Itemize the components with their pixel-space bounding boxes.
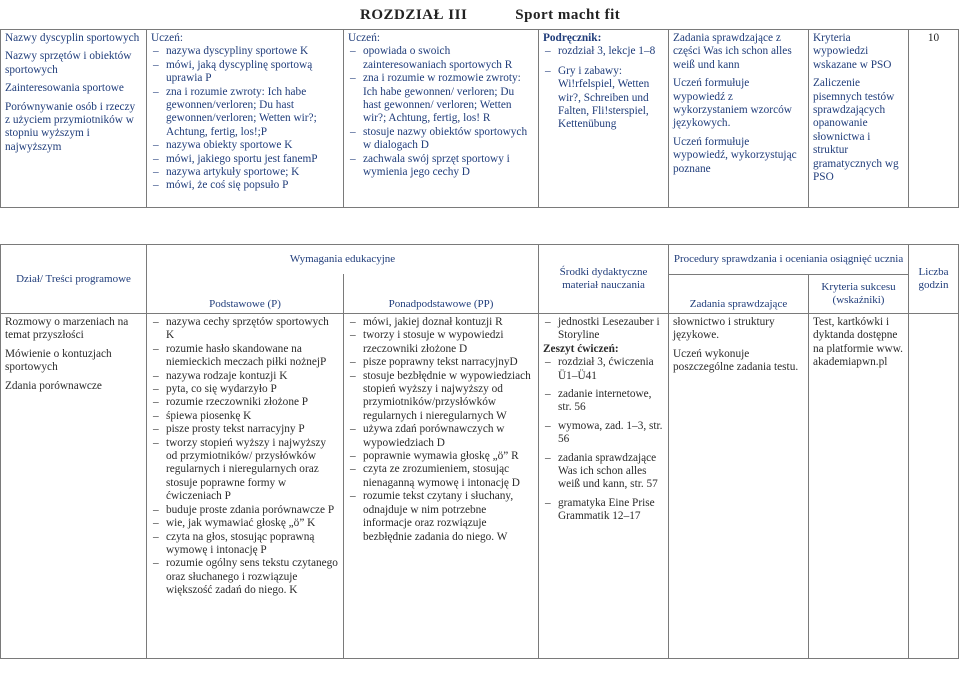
requirement-item: – mówi, jaką dyscyplinę sportową uprawia P — [151, 59, 339, 86]
topic: Rozmowy o marzeniach na temat przyszłości — [5, 316, 129, 342]
top-row — [1, 30, 959, 208]
requirement-item: – mówi, jakiej doznał kontuzji R — [348, 316, 534, 329]
tasks-cell — [669, 30, 809, 208]
requirement-item: – mówi, jakiego sportu jest fanemP — [151, 153, 339, 166]
topic: Nazwy sprzętów i obiektów sportowych — [5, 50, 132, 76]
requirement-item: – wie, jak wymawiać głoskę „ö” K — [151, 517, 339, 530]
material-item: – zadania sprawdzające Was ich schon alles weiß und kann, str. 57 — [543, 452, 664, 492]
requirement-item: – pisze prosty tekst narracyjny P — [151, 423, 339, 436]
header-podstawowe: Podstawowe (P) — [147, 274, 344, 313]
textbook-label: Podręcznik: — [543, 32, 602, 44]
requirement-item: – nazywa artykuły sportowe; K — [151, 166, 339, 179]
requirement-item: – rozumie ogólny sens tekstu czytanego oraz słuchanego i rozwiązuje większość zadań do niego. K — [151, 557, 339, 597]
material-item: – rozdział 3, lekcje 1–8 — [543, 45, 664, 58]
requirement-item: – pyta, co się wydarzyło P — [151, 383, 339, 396]
header-ponadpodstawowe: Ponadpodstawowe (PP) — [344, 274, 539, 313]
requirement-item: – śpiewa piosenkę K — [151, 410, 339, 423]
basic-requirements-cell — [147, 30, 344, 208]
material-item: – zadanie internetowe, str. 56 — [543, 388, 664, 415]
header-dzial: Dział/ Treści programowe — [1, 245, 147, 314]
requirement-item: – rozumie tekst czytany i słuchany, odnajduje w nim potrzebne informacje oraz rozwiązuje bezbłędnie zadania do niego. W — [348, 490, 534, 544]
requirement-item: – nazywa dyscypliny sportowe K — [151, 45, 339, 58]
tasks-cell — [669, 314, 809, 659]
criteria-cell — [809, 314, 909, 659]
requirement-item: – czyta na głos, stosując poprawną wymowę i intonację P — [151, 531, 339, 558]
topic: Zdania porównawcze — [5, 379, 102, 392]
extended-requirements-cell — [344, 30, 539, 208]
requirement-item: – nazywa cechy sprzętów sportowych K — [151, 316, 339, 343]
topic: Nazwy dyscyplin sportowych — [5, 32, 140, 44]
criteria-text: Kryteria wypowiedzi wskazane w PSO — [813, 32, 892, 71]
criteria-cell — [809, 30, 909, 208]
header-kryteria: Kryteria sukcesu (wskaźniki) — [809, 274, 909, 313]
materials-cell — [539, 30, 669, 208]
top-table — [0, 29, 959, 208]
header-zadania: Zadania sprawdzające — [669, 274, 809, 313]
material-item: – Gry i zabawy: Wi!rfelspiel, Wetten wir?, Schreiben und Falten, Fli!sterspiel, Kettenübung — [543, 65, 664, 132]
student-label: Uczeń: — [151, 32, 183, 44]
requirement-item: – opowiada o swoich zainteresowaniach sportowych R — [348, 45, 534, 72]
chapter-label: ROZDZIAŁ III — [360, 7, 468, 23]
requirement-item: – nazywa rodzaje kontuzji K — [151, 370, 339, 383]
material-item: – jednostki Lesezauber i Storyline — [543, 316, 664, 343]
basic-requirements-cell — [147, 314, 344, 659]
requirement-item: – buduje proste zdania porównawcze P — [151, 504, 339, 517]
requirement-item: – stosuje nazwy obiektów sportowych w dialogach D — [348, 126, 534, 153]
criteria-text: Test, kartkówki i dyktanda dostępne na platformie www. akademiapwn.pl — [813, 316, 903, 369]
requirement-item: – rozumie hasło skandowane na niemieckich meczach piłki nożnejP — [151, 343, 339, 370]
requirement-item: – rozumie rzeczowniki złożone P — [151, 396, 339, 409]
requirement-item: – czyta ze zrozumieniem, stosując nienaganną wymowę i intonację D — [348, 463, 534, 490]
requirement-item: – tworzy i stosuje w wypowiedzi rzeczowniki złożone D — [348, 329, 534, 356]
topic: Mówienie o kontuzjach sportowych — [5, 347, 112, 374]
chapter-title: Sport macht fit — [515, 7, 621, 23]
topic: Zainteresowania sportowe — [5, 82, 124, 95]
requirement-item: – stosuje bezbłędnie w wypowiedziach stopień wyższy i najwyższy od przymiotników/przysłówków regularnych i nieregularnych W — [348, 370, 534, 424]
requirement-item: – nazywa obiekty sportowe K — [151, 139, 339, 152]
criteria-text: Zaliczenie pisemnych testów sprawdzających opanowanie słownictwa i struktur gramatycznych wg PSO — [813, 77, 899, 184]
hours-cell — [909, 314, 959, 659]
requirement-item: – pisze poprawny tekst narracyjnyD — [348, 356, 534, 369]
bottom-table — [0, 244, 959, 659]
header-srodki: Środki dydaktyczne materiał nauczania — [539, 245, 669, 314]
topics-cell — [1, 314, 147, 659]
header-procedury: Procedury sprawdzania i oceniania osiągnięć ucznia — [669, 245, 909, 275]
topics-cell — [1, 30, 147, 208]
header-wymagania: Wymagania edukacyjne — [147, 245, 539, 275]
material-item: – wymowa, zad. 1–3, str. 56 — [543, 420, 664, 447]
material-item: – rozdział 3, ćwiczenia Ü1–Ü41 — [543, 356, 664, 383]
page-title — [360, 7, 620, 24]
requirement-item: – zna i rozumie w rozmowie zwroty: Ich habe gewonnen/ verloren; Du hast gewonnen/ verloren; Wetten wir?; Achtung, fertig, los! R — [348, 72, 534, 126]
task-text: słownictwo i struktury językowe. — [673, 316, 775, 342]
material-item: – gramatyka Eine Prise Grammatik 12–17 — [543, 497, 664, 524]
task-text: Uczeń formułuje wypowiedź z wykorzystaniem wzorców językowych. — [673, 77, 792, 130]
requirement-item: – poprawnie wymawia głoskę „ö” R — [348, 450, 534, 463]
extended-requirements-cell — [344, 314, 539, 659]
requirement-item: – zachwala swój sprzęt sportowy i wymienia jego cechy D — [348, 153, 534, 180]
student-label: Uczeń: — [348, 32, 380, 44]
task-text: Uczeń formułuje wypowiedź, wykorzystując poznane — [673, 135, 797, 175]
header-liczba: Liczba godzin — [909, 245, 959, 314]
requirement-item: – zna i rozumie zwroty: Ich habe gewonnen/verloren; Du hast gewonnen/verloren; Wetten wir?; Achtung, fertig, los!;P — [151, 86, 339, 140]
task-text: Zadania sprawdzające z części Was ich schon alles weiß und kann — [673, 32, 792, 71]
workbook-label: Zeszyt ćwiczeń: — [543, 342, 619, 355]
topic: Porównywanie osób i rzeczy z użyciem przymiotników w stopniu wyższym i najwyższym — [5, 100, 136, 153]
header-row — [1, 245, 959, 275]
requirement-item: – tworzy stopień wyższy i najwyższy od przymiotników/ przysłówków regularnych i nieregularnych oraz stosuje poprawne formy w ćwiczeniach P — [151, 437, 339, 504]
hours-cell: 10 — [909, 30, 959, 208]
content-row — [1, 314, 959, 659]
task-text: Uczeń wykonuje poszczególne zadania testu. — [673, 347, 799, 374]
materials-cell — [539, 314, 669, 659]
requirement-item: – mówi, że coś się popsuło P — [151, 179, 339, 192]
requirement-item: – używa zdań porównawczych w wypowiedziach D — [348, 423, 534, 450]
